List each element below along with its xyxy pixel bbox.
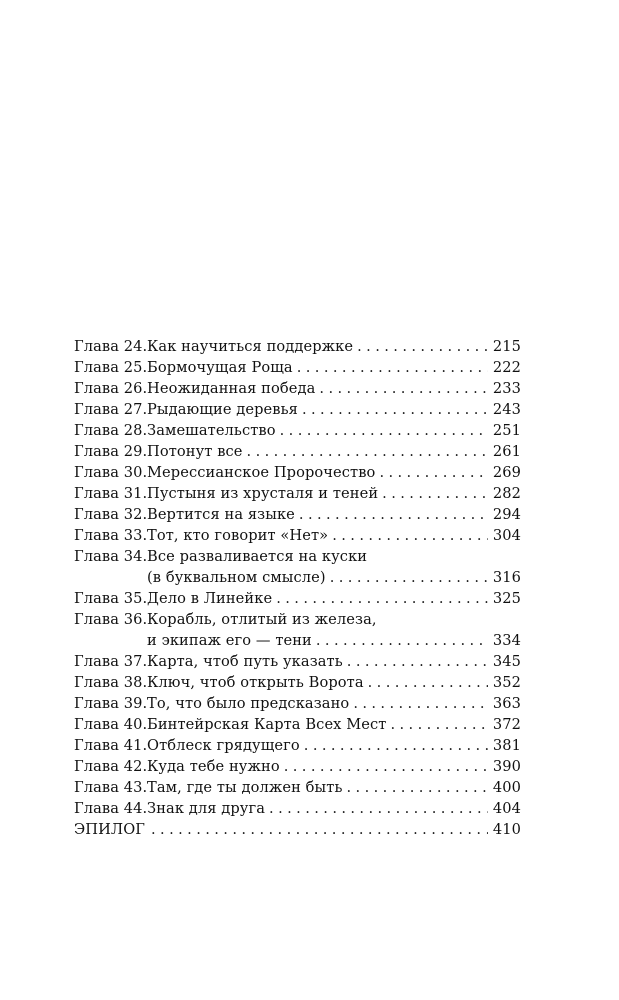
toc-entry-title: Рыдающие деревья	[147, 401, 298, 418]
toc-entry-line	[74, 714, 521, 735]
toc-entry-title: Куда тебе нужно	[147, 758, 280, 775]
dot-leader	[319, 378, 488, 399]
toc-entry-title: Отблеск грядущего	[147, 737, 300, 754]
toc-entry-title-line	[147, 798, 521, 819]
dot-leader	[299, 504, 488, 525]
toc-entry-line	[74, 357, 521, 378]
toc-entry-title: Как научиться поддержке	[147, 338, 354, 355]
dot-leader	[304, 735, 488, 756]
toc-entry-line	[74, 609, 521, 630]
dot-leader	[316, 630, 488, 651]
toc-entry-label: Глава 33.	[74, 527, 148, 544]
toc-entry-page-number: 400	[492, 779, 521, 796]
toc-entry-title-line	[147, 630, 521, 651]
toc-entry-title-line	[147, 651, 521, 672]
toc-entry-label: Глава 24.	[74, 338, 148, 355]
toc-entry-title-line	[147, 819, 521, 840]
dot-leader	[280, 420, 488, 441]
dot-leader	[390, 714, 488, 735]
toc-entry-title: Потонут все	[147, 443, 243, 460]
toc-entry-page-number: 345	[492, 653, 521, 670]
toc-entry-label: Глава 37.	[74, 653, 148, 670]
toc-entry-title-line	[147, 588, 521, 609]
toc-entry-label: Глава 36.	[74, 611, 148, 628]
dot-leader	[357, 336, 488, 357]
dot-leader	[330, 567, 488, 588]
toc-entry-page-number: 404	[492, 800, 521, 817]
table-of-contents	[74, 336, 521, 840]
toc-entry-label: ЭПИЛОГ	[74, 821, 146, 838]
toc-entry-title-line	[147, 567, 521, 588]
toc-entry-title: Вертится на языке	[147, 506, 295, 523]
toc-entry-title-line	[147, 483, 521, 504]
toc-entry-title: Бинтейрская Карта Всех Мест	[147, 716, 387, 733]
toc-entry-title-line	[147, 714, 521, 735]
dot-leader	[347, 777, 489, 798]
toc-entry-label: Глава 27.	[74, 401, 148, 418]
dot-leader	[297, 357, 488, 378]
toc-entry-page-number: 316	[492, 569, 521, 586]
toc-entry-label: Глава 31.	[74, 485, 148, 502]
toc-entry-page-number: 325	[492, 590, 521, 607]
toc-entry-title: Все разваливается на куски	[147, 548, 368, 565]
toc-entry-line	[74, 420, 521, 441]
toc-entry-title-line	[147, 504, 521, 525]
toc-entry-page-number: 363	[492, 695, 521, 712]
toc-entry-title-line	[147, 777, 521, 798]
dot-leader	[269, 798, 488, 819]
dot-leader	[332, 525, 488, 546]
toc-entry-title: и экипаж его — тени	[147, 632, 312, 649]
toc-entry-title-line	[147, 399, 521, 420]
toc-entry-line	[74, 735, 521, 756]
toc-entry-label: Глава 41.	[74, 737, 148, 754]
toc-entry-line	[74, 336, 521, 357]
dot-leader	[382, 483, 488, 504]
toc-entry-line	[74, 798, 521, 819]
dot-leader	[379, 462, 488, 483]
toc-entry-label: Глава 28.	[74, 422, 148, 439]
dot-leader	[368, 672, 488, 693]
toc-entry-title-line	[147, 441, 521, 462]
toc-entry-title: То, что было предсказано	[147, 695, 350, 712]
toc-entry-line	[74, 756, 521, 777]
dot-leader	[247, 441, 488, 462]
toc-entry-label: Глава 40.	[74, 716, 148, 733]
toc-entry-title-line	[147, 756, 521, 777]
toc-entry-title-line	[147, 525, 521, 546]
dot-leader	[284, 756, 488, 777]
toc-entry-page-number: 390	[492, 758, 521, 775]
toc-entry-title-line	[147, 462, 521, 483]
toc-entry-title-line	[147, 546, 521, 567]
toc-entry-title: Пустыня из хрусталя и теней	[147, 485, 379, 502]
toc-entry-line	[74, 504, 521, 525]
toc-entry-title: Мерессианское Пророчество	[147, 464, 376, 481]
toc-entry-label: Глава 38.	[74, 674, 148, 691]
toc-entry-title-line	[147, 735, 521, 756]
toc-entry-label: Глава 26.	[74, 380, 148, 397]
toc-entry-line	[74, 672, 521, 693]
toc-entry-title: Неожиданная победа	[147, 380, 316, 397]
toc-entry-page-number: 410	[492, 821, 521, 838]
toc-entry-title: Там, где ты должен быть	[147, 779, 343, 796]
toc-entry-page-number: 282	[492, 485, 521, 502]
toc-entry-line	[74, 777, 521, 798]
dot-leader	[347, 651, 488, 672]
toc-entry-title-line	[147, 378, 521, 399]
toc-entry-page-number: 261	[492, 443, 521, 460]
dot-leader	[276, 588, 488, 609]
toc-entry-label: Глава 43.	[74, 779, 148, 796]
toc-entry-title: Бормочущая Роща	[147, 359, 293, 376]
toc-entry-title-line	[147, 420, 521, 441]
toc-entry-title-line	[147, 609, 521, 630]
toc-entry-title: (в буквальном смысле)	[147, 569, 326, 586]
toc-entry-label: Глава 34.	[74, 548, 148, 565]
toc-entry-page-number: 222	[492, 359, 521, 376]
toc-entry-page-number: 215	[492, 338, 521, 355]
toc-entry-title: Корабль, отлитый из железа,	[147, 611, 377, 628]
toc-entry-line	[74, 651, 521, 672]
toc-entry-line	[74, 462, 521, 483]
toc-entry-title-line	[147, 357, 521, 378]
toc-entry-label: Глава 39.	[74, 695, 148, 712]
toc-entry-title-line	[147, 672, 521, 693]
toc-entry-page-number: 243	[492, 401, 521, 418]
toc-entry-title-line	[147, 693, 521, 714]
toc-entry-label: Глава 25.	[74, 359, 148, 376]
toc-entry-title: Тот, кто говорит «Нет»	[147, 527, 329, 544]
toc-entry-line	[74, 441, 521, 462]
toc-entry-line	[74, 399, 521, 420]
dot-leader	[353, 693, 488, 714]
toc-entry-line	[74, 630, 521, 651]
toc-entry-label: Глава 35.	[74, 590, 148, 607]
dot-leader	[302, 399, 488, 420]
toc-entry-page-number: 381	[492, 737, 521, 754]
toc-entry-page-number: 294	[492, 506, 521, 523]
toc-entry-title: Дело в Линейке	[147, 590, 273, 607]
toc-entry-page-number: 251	[492, 422, 521, 439]
toc-entry-title: Ключ, чтоб открыть Ворота	[147, 674, 364, 691]
toc-entry-title: Знак для друга	[147, 800, 266, 817]
toc-entry-label: Глава 42.	[74, 758, 148, 775]
toc-entry-line	[74, 567, 521, 588]
toc-entry-line	[74, 525, 521, 546]
toc-entry-line	[74, 483, 521, 504]
toc-entry-page-number: 233	[492, 380, 521, 397]
toc-entry-line	[74, 693, 521, 714]
toc-entry-page-number: 269	[492, 464, 521, 481]
toc-entry-label: Глава 29.	[74, 443, 148, 460]
toc-entry-title-line	[147, 336, 521, 357]
toc-entry-line	[74, 378, 521, 399]
toc-entry-line	[74, 546, 521, 567]
toc-entry-page-number: 304	[492, 527, 521, 544]
toc-entry-label: Глава 44.	[74, 800, 148, 817]
toc-entry-page-number: 372	[492, 716, 521, 733]
toc-entry-line	[74, 819, 521, 840]
dot-leader	[151, 819, 488, 840]
toc-entry-page-number: 352	[492, 674, 521, 691]
toc-entry-page-number: 334	[492, 632, 521, 649]
toc-entry-line	[74, 588, 521, 609]
toc-entry-title: Замешательство	[147, 422, 276, 439]
toc-entry-label: Глава 30.	[74, 464, 148, 481]
toc-entry-label: Глава 32.	[74, 506, 148, 523]
toc-entry-title: Карта, чтоб путь указать	[147, 653, 343, 670]
